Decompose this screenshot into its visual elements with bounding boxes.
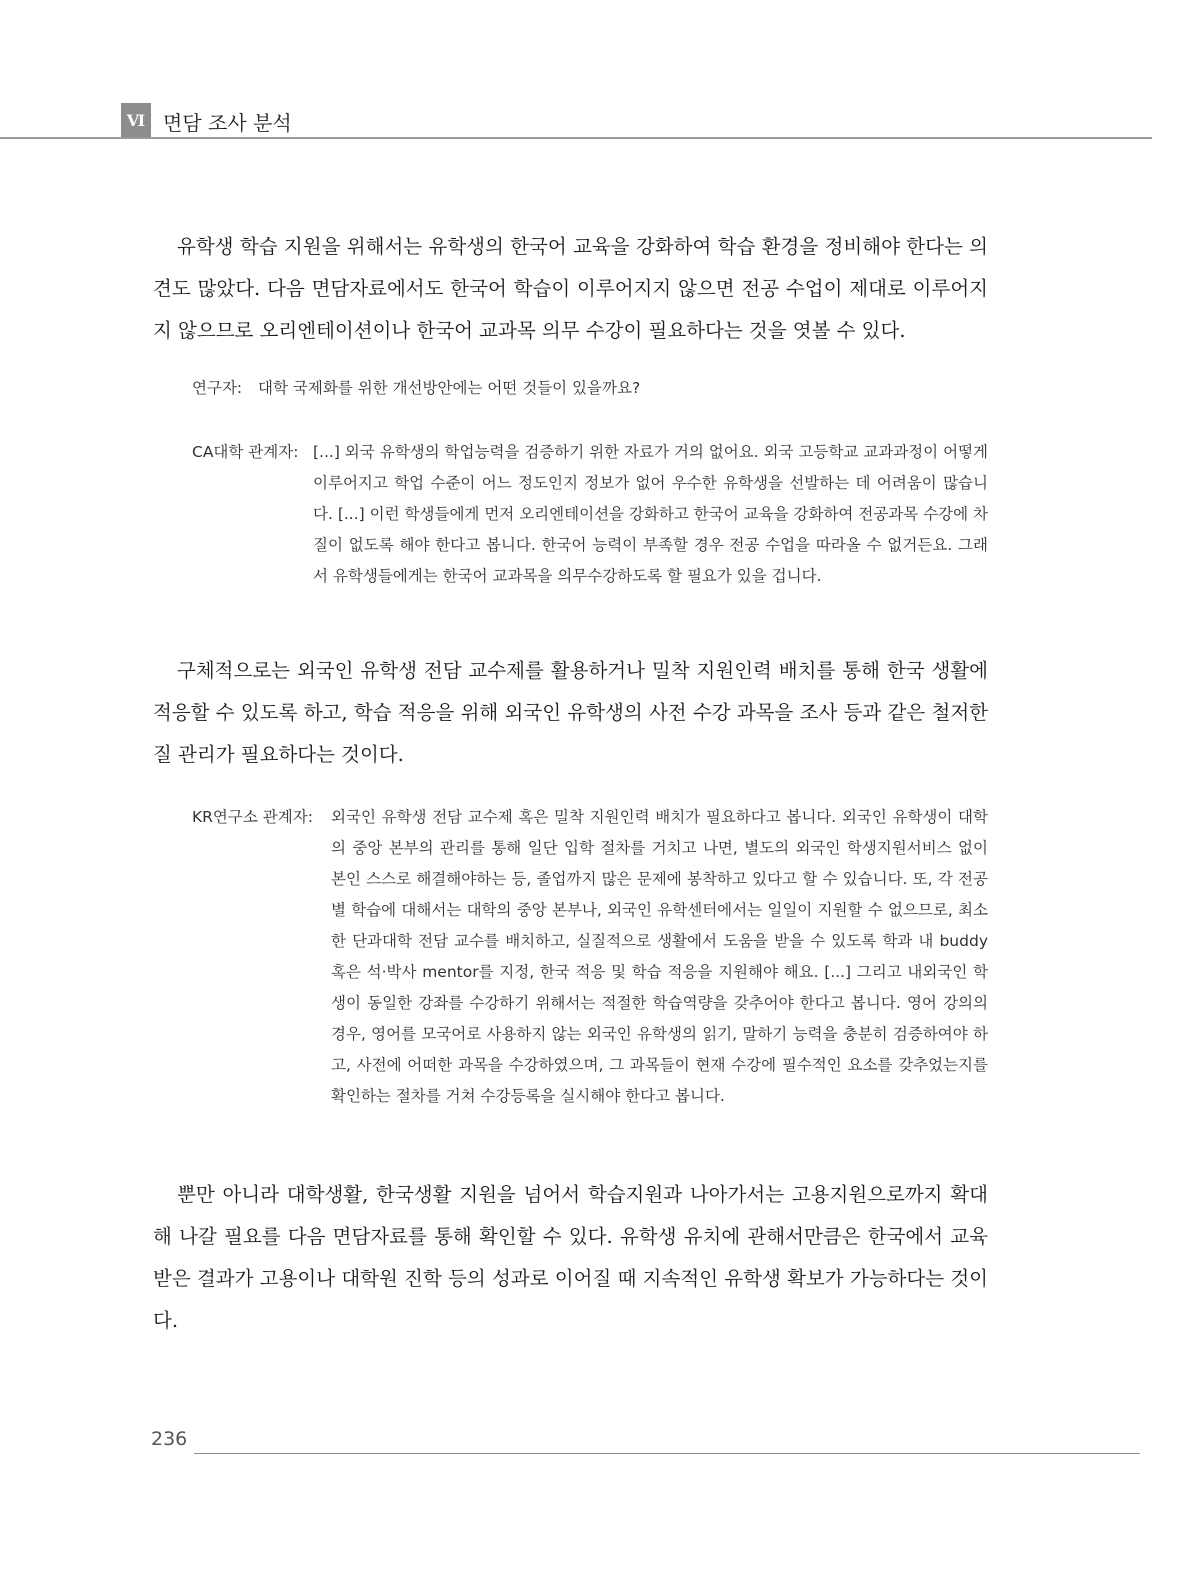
interview-answer-ca	[0, 437, 1182, 627]
answer-text-ca: [...] 외국 유학생의 학업능력을 검증하기 위한 자료가 거의 없어요. 외국 고등학교 교과과정이 어떻게 이루어지고 학업 수준이 어느 정도인지 정보가 없어 우수한 유학생을 선발하는 데 어려움이 많습니다. [...] 이런 학생들에게 먼저 오리엔테이션을 강화하고 한국어 교육을 강화하여 전공과목 수강에 차질이 없도록 해야 한다고 봅니다. 한국어 능력이 부족할 경우 전공 수업을 따라올 수 없거든요. 그래서 유학생들에게는 한국어 교과목을 의무수강하도록 할 필요가 있을 겁니다.	[313, 443, 988, 585]
page-header	[0, 103, 1152, 139]
header-divider	[0, 137, 1152, 139]
chapter-title: 면담 조사 분석	[163, 111, 292, 135]
page-footer	[0, 1428, 1182, 1458]
body-paragraph-2: 구체적으로는 외국인 유학생 전담 교수제를 활용하거나 밀착 지원인력 배치를 통해 한국 생활에 적응할 수 있도록 하고, 학습 적응을 위해 외국인 유학생의 사전 수강 과목을 조사 등과 같은 철저한 질 관리가 필요하다는 것이다.	[153, 659, 988, 766]
footer-divider	[194, 1453, 1140, 1454]
interview-answer-kr	[0, 802, 1182, 1152]
page-number: 236	[151, 1428, 188, 1450]
answer-text-kr: 외국인 유학생 전담 교수제 혹은 밀착 지원인력 배치가 필요하다고 봅니다. 외국인 유학생이 대학의 중앙 본부의 관리를 통해 일단 입학 절차를 거치고 나면, 별도의 외국인 학생지원서비스 없이 본인 스스로 해결해야하는 등, 졸업까지 많은 문제에 봉착하고 있다고 할 수 있습니다. 또, 각 전공별 학습에 대해서는 대학의 중앙 본부나, 외국인 유학센터에서는 일일이 지원할 수 없으므로, 최소한 단과대학 전담 교수를 배치하고, 실질적으로 생활에서 도움을 받을 수 있도록 학과 내 buddy 혹은 석·박사 mentor를 지정, 한국 적응 및 학습 적응을 지원해야 해요. [...] 그리고 내외국인 학생이 동일한 강좌를 수강하기 위해서는 적절한 학습역량을 갖추어야 한다고 봅니다. 영어 강의의 경우, 영어를 모국어로 사용하지 않는 외국인 유학생의 읽기, 말하기 능력을 충분히 검증하여야 하고, 사전에 어떠한 과목을 수강하였으며, 그 과목들이 현재 수강에 필수적인 요소를 갖추었는지를 확인하는 절차를 거쳐 수강등록을 실시해야 한다고 봅니다.	[331, 808, 988, 1105]
body-paragraph-1: 유학생 학습 지원을 위해서는 유학생의 한국어 교육을 강화하여 학습 환경을 정비해야 한다는 의견도 많았다. 다음 면담자료에서도 한국어 학습이 이루어지지 않으면 전공 수업이 제대로 이루어지지 않으므로 오리엔테이션이나 한국어 교과목 의무 수강이 필요하다는 것을 엿볼 수 있다.	[153, 235, 988, 342]
interview-question	[0, 373, 1182, 413]
body-paragraph-3: 뿐만 아니라 대학생활, 한국생활 지원을 넘어서 학습지원과 나아가서는 고용지원으로까지 확대해 나갈 필요를 다음 면담자료를 통해 확인할 수 있다. 유학생 유치에 관해서만큼은 한국에서 교육받은 결과가 고용이나 대학원 진학 등의 성과로 이어질 때 지속적인 유학생 확보가 가능하다는 것이다.	[153, 1183, 988, 1332]
speaker-kr-institute: KR연구소 관계자:	[192, 808, 313, 826]
question-text: 대학 국제화를 위한 개선방안에는 어떤 것들이 있을까요?	[258, 379, 641, 397]
speaker-researcher: 연구자:	[192, 379, 243, 397]
speaker-ca-university: CA대학 관계자:	[192, 443, 299, 461]
chapter-number-badge: Ⅵ	[121, 103, 151, 137]
